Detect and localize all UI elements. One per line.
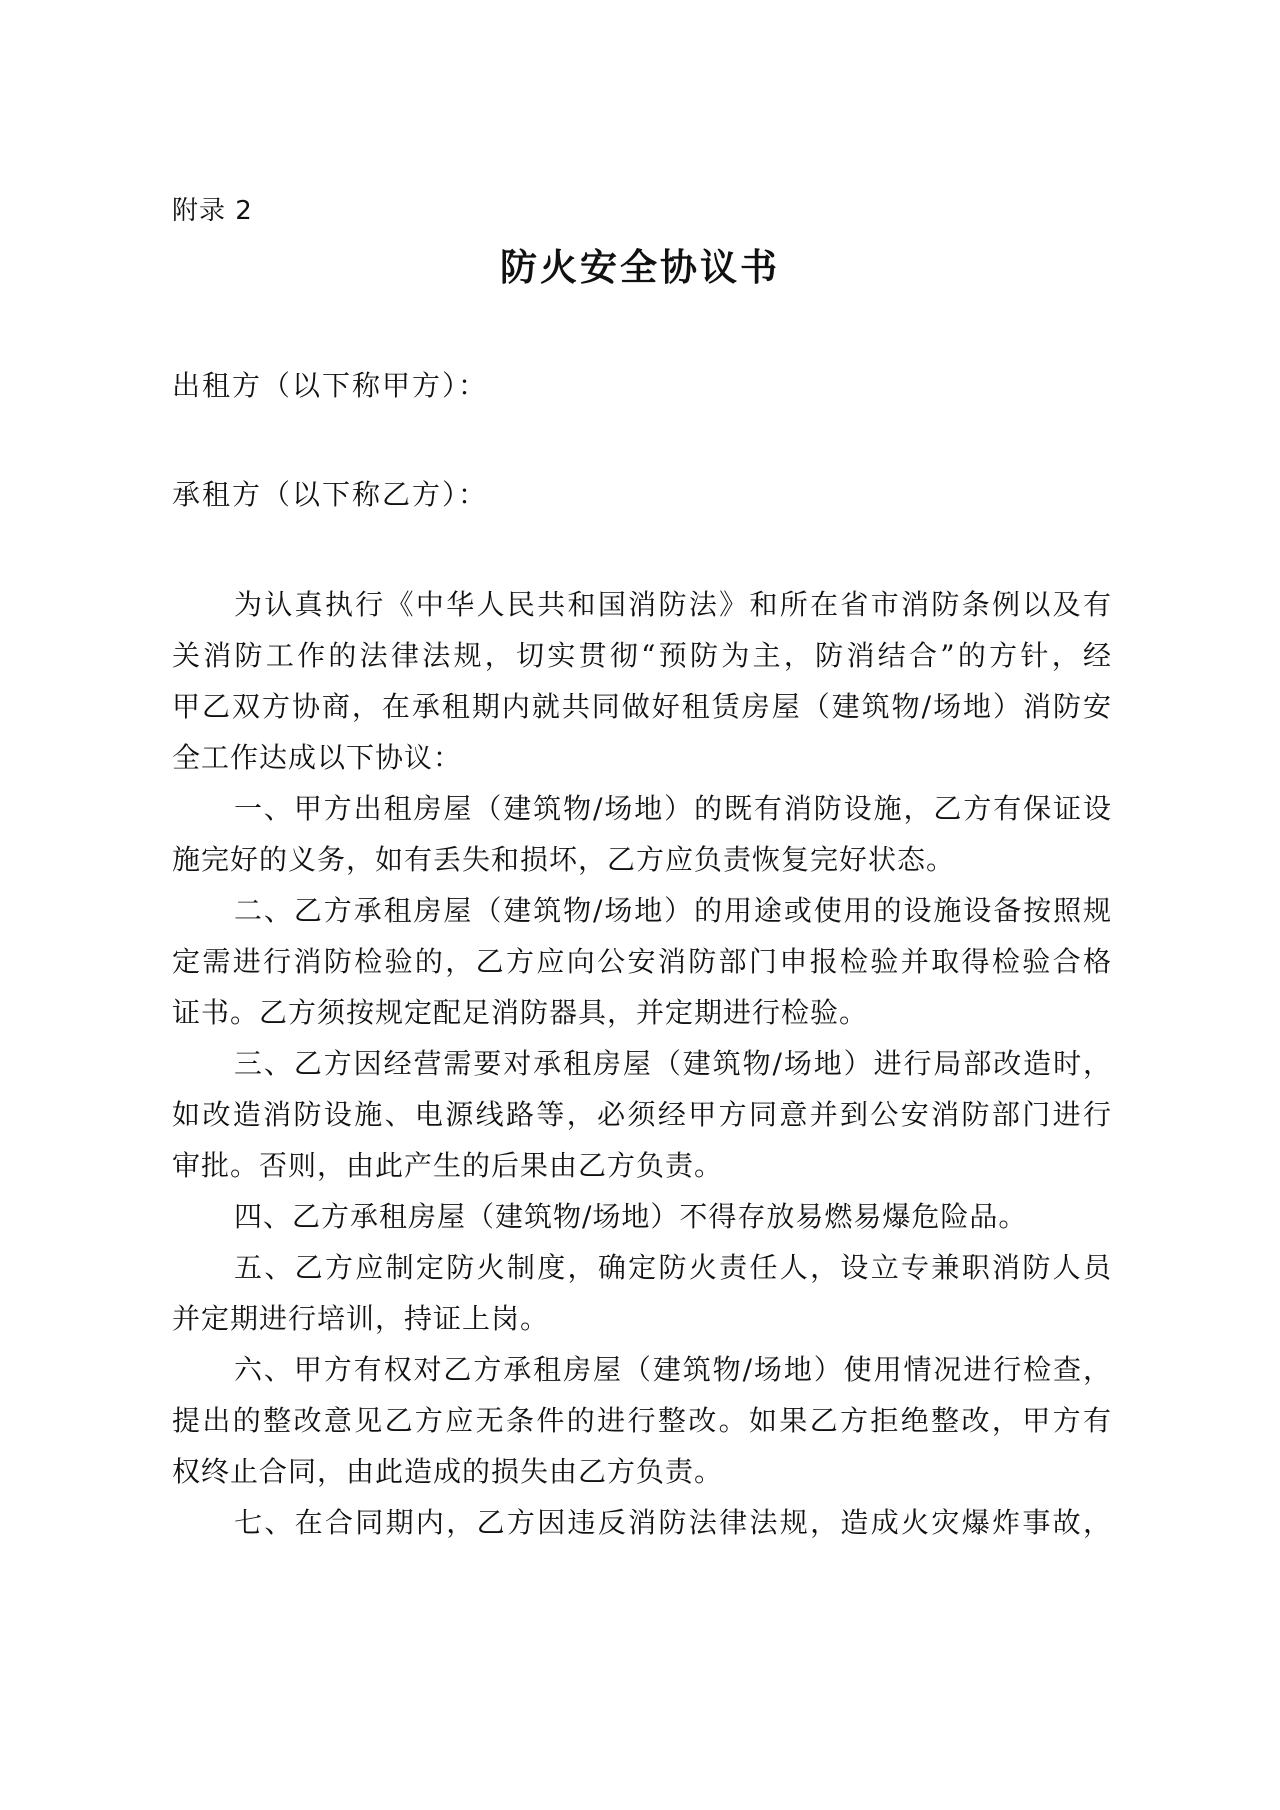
- clause-5-line: 并定期进行培训，持证上岗。: [172, 1302, 550, 1335]
- appendix-label: 附录 2: [172, 196, 253, 226]
- clause-3-line: 如改造消防设施、电源线路等，必须经甲方同意并到公安消防部门进行: [172, 1098, 1112, 1131]
- clause-2-line: 二、乙方承租房屋（建筑物/场地）的用途或使用的设施设备按照规: [234, 894, 1112, 927]
- clause-2-line: 证书。乙方须按规定配足消防器具，并定期进行检验。: [172, 996, 869, 1029]
- clause-5-line: 五、乙方应制定防火制度，确定防火责任人，设立专兼职消防人员: [234, 1251, 1112, 1284]
- clause-1-line: 一、甲方出租房屋（建筑物/场地）的既有消防设施，乙方有保证设: [234, 792, 1112, 825]
- clause-4-line: 四、乙方承租房屋（建筑物/场地）不得存放易燃易爆危险品。: [234, 1200, 1028, 1233]
- clause-6-line: 权终止合同，由此造成的损失由乙方负责。: [172, 1455, 724, 1488]
- clause-3-line: 审批。否则，由此产生的后果由乙方负责。: [172, 1149, 724, 1182]
- body-line: 关消防工作的法律法规，切实贯彻“预防为主，防消结合”的方针，经: [172, 639, 1112, 672]
- clause-1-line: 施完好的义务，如有丢失和损坏，乙方应负责恢复完好状态。: [172, 843, 956, 876]
- body-line: 全工作达成以下协议：: [172, 741, 463, 774]
- document-title: 防火安全协议书: [500, 246, 780, 289]
- agreement-body: [172, 579, 1112, 1548]
- clause-6-line: 提出的整改意见乙方应无条件的进行整改。如果乙方拒绝整改，甲方有: [172, 1404, 1112, 1437]
- clause-3-line: 三、乙方因经营需要对承租房屋（建筑物/场地）进行局部改造时，: [234, 1047, 1112, 1080]
- body-line: 为认真执行《中华人民共和国消防法》和所在省市消防条例以及有: [234, 588, 1112, 621]
- clause-7-line: 七、在合同期内，乙方因违反消防法律法规，造成火灾爆炸事故，: [234, 1506, 1112, 1539]
- body-line: 甲乙双方协商，在承租期内就共同做好租赁房屋（建筑物/场地）消防安: [172, 690, 1112, 723]
- party-b-line: 承租方（以下称乙方）：: [172, 478, 489, 511]
- clause-6-line: 六、甲方有权对乙方承租房屋（建筑物/场地）使用情况进行检查，: [234, 1353, 1112, 1386]
- clause-2-line: 定需进行消防检验的，乙方应向公安消防部门申报检验并取得检验合格: [172, 945, 1112, 978]
- party-a-line: 出租方（以下称甲方）：: [172, 369, 489, 402]
